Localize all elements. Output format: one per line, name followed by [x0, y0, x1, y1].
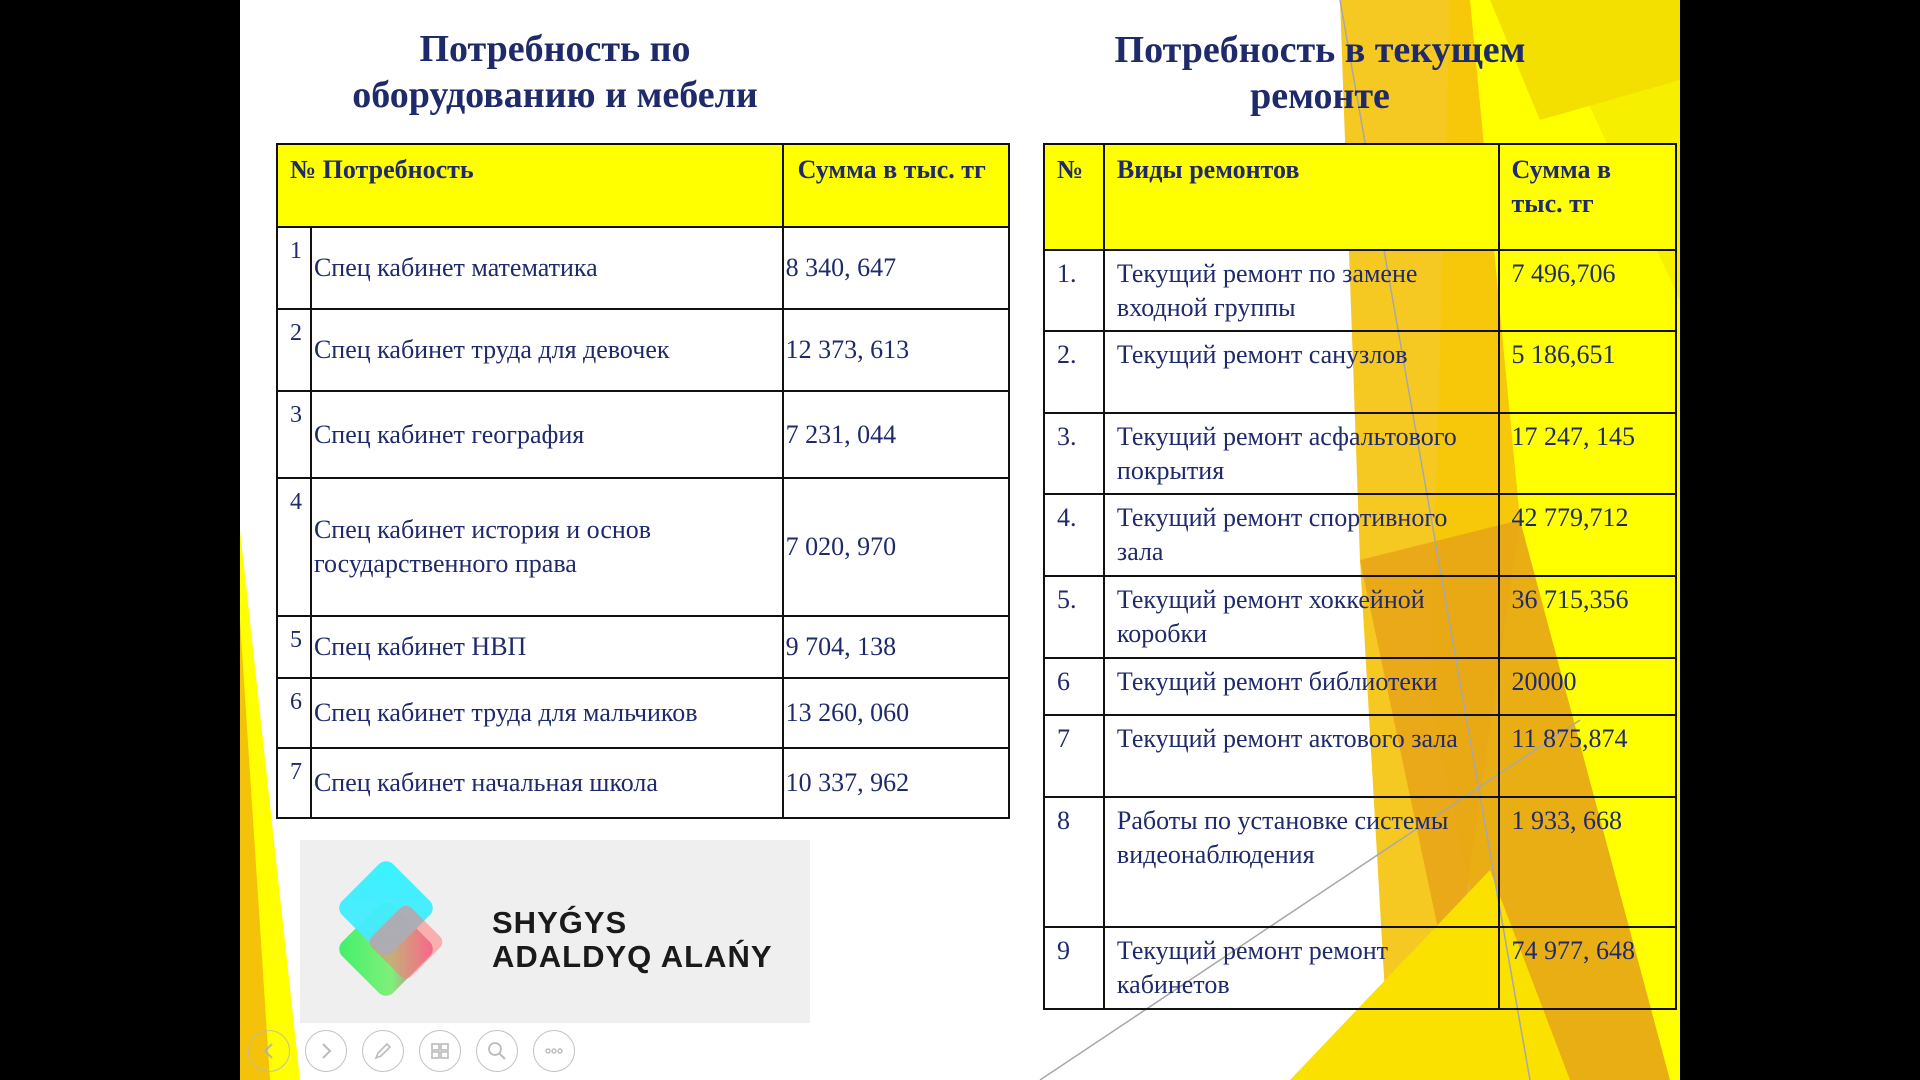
row-num: 8	[1044, 797, 1104, 927]
table-row	[277, 391, 1009, 478]
slides-grid-icon	[428, 1039, 452, 1063]
previous-slide-button[interactable]	[248, 1030, 290, 1072]
row-sum: 7 020, 970	[783, 478, 1009, 616]
header-sum: Сумма в тыс. тг	[783, 144, 1009, 227]
pen-icon	[371, 1039, 395, 1063]
header-num: №	[290, 155, 317, 184]
row-num: 5	[277, 616, 311, 678]
row-sum: 74 977, 648	[1499, 927, 1676, 1009]
row-need: Спец кабинет начальная школа	[311, 748, 783, 818]
equipment-needs-title-line1: Потребность по	[419, 28, 691, 70]
table-row	[1044, 413, 1676, 494]
header-type: Виды ремонтов	[1104, 144, 1499, 250]
header-need: Потребность	[322, 155, 474, 184]
logo-text	[492, 906, 773, 974]
row-sum: 5 186,651	[1499, 331, 1676, 413]
row-need: Спец кабинет история и основ государственного права	[311, 478, 783, 616]
row-num: 1	[277, 227, 311, 309]
row-num: 5.	[1044, 576, 1104, 658]
table-header-row	[1044, 144, 1676, 250]
row-num: 2.	[1044, 331, 1104, 413]
row-need: Спец кабинет труда для мальчиков	[311, 678, 783, 748]
row-num: 3	[277, 391, 311, 478]
more-options-button[interactable]	[533, 1030, 575, 1072]
header-sum: Сумма в тыс. тг	[1499, 144, 1676, 250]
row-type: Работы по установке системы видеонаблюдения	[1104, 797, 1499, 927]
logo-text-line1: SHYǴYS	[492, 905, 628, 940]
table-row	[1044, 927, 1676, 1009]
zoom-icon	[485, 1039, 509, 1063]
equipment-needs-title-line2: оборудованию и мебели	[352, 74, 758, 116]
row-sum: 20000	[1499, 658, 1676, 715]
row-need: Спец кабинет география	[311, 391, 783, 478]
row-num: 4	[277, 478, 311, 616]
repair-needs-table	[1043, 143, 1677, 1010]
presentation-slide	[240, 0, 1680, 1080]
next-icon	[314, 1039, 338, 1063]
previous-icon	[257, 1039, 281, 1063]
table-row	[277, 616, 1009, 678]
equipment-needs-title	[280, 26, 830, 118]
see-all-slides-button[interactable]	[419, 1030, 461, 1072]
table-row	[277, 227, 1009, 309]
row-num: 6	[277, 678, 311, 748]
logo-panel	[300, 840, 810, 1023]
more-icon	[542, 1039, 566, 1063]
table-row	[277, 678, 1009, 748]
table-row	[1044, 250, 1676, 331]
row-type: Текущий ремонт ремонт кабинетов	[1104, 927, 1499, 1009]
table-row	[277, 309, 1009, 391]
table-header-row	[277, 144, 1009, 227]
table-row	[1044, 658, 1676, 715]
table-row	[277, 748, 1009, 818]
row-need: Спец кабинет НВП	[311, 616, 783, 678]
header-num-need	[277, 144, 783, 227]
row-sum: 42 779,712	[1499, 494, 1676, 576]
row-type: Текущий ремонт санузлов	[1104, 331, 1499, 413]
table-row	[1044, 331, 1676, 413]
row-num: 4.	[1044, 494, 1104, 576]
table-row	[1044, 797, 1676, 927]
row-num: 7	[1044, 715, 1104, 797]
row-sum: 8 340, 647	[783, 227, 1009, 309]
row-type: Текущий ремонт библиотеки	[1104, 658, 1499, 715]
row-sum: 10 337, 962	[783, 748, 1009, 818]
slideshow-controls	[248, 1030, 575, 1072]
row-sum: 12 373, 613	[783, 309, 1009, 391]
row-type: Текущий ремонт актового зала	[1104, 715, 1499, 797]
row-sum: 7 231, 044	[783, 391, 1009, 478]
row-type: Текущий ремонт спортивного зала	[1104, 494, 1499, 576]
row-type: Текущий ремонт по замене входной группы	[1104, 250, 1499, 331]
row-sum: 11 875,874	[1499, 715, 1676, 797]
row-need: Спец кабинет математика	[311, 227, 783, 309]
row-sum: 7 496,706	[1499, 250, 1676, 331]
row-need: Спец кабинет труда для девочек	[311, 309, 783, 391]
table-row	[1044, 715, 1676, 797]
row-sum: 13 260, 060	[783, 678, 1009, 748]
row-type: Текущий ремонт хоккейной коробки	[1104, 576, 1499, 658]
repair-needs-title-line1: Потребность в текущем	[1114, 29, 1526, 71]
row-sum: 9 704, 138	[783, 616, 1009, 678]
row-sum: 1 933, 668	[1499, 797, 1676, 927]
row-num: 6	[1044, 658, 1104, 715]
row-num: 3.	[1044, 413, 1104, 494]
row-num: 9	[1044, 927, 1104, 1009]
table-row	[1044, 494, 1676, 576]
header-num: №	[1044, 144, 1104, 250]
row-num: 2	[277, 309, 311, 391]
row-sum: 17 247, 145	[1499, 413, 1676, 494]
row-num: 1.	[1044, 250, 1104, 331]
pen-tool-button[interactable]	[362, 1030, 404, 1072]
table-row	[277, 478, 1009, 616]
next-slide-button[interactable]	[305, 1030, 347, 1072]
zoom-button[interactable]	[476, 1030, 518, 1072]
row-type: Текущий ремонт асфальтового покрытия	[1104, 413, 1499, 494]
logo-text-line2: ADALDYQ ALAŃY	[492, 939, 773, 974]
logo-mark-icon	[320, 858, 475, 1008]
row-sum: 36 715,356	[1499, 576, 1676, 658]
row-num: 7	[277, 748, 311, 818]
repair-needs-title-line2: ремонте	[1250, 75, 1390, 117]
equipment-needs-table	[276, 143, 1010, 819]
table-row	[1044, 576, 1676, 658]
repair-needs-title	[1070, 27, 1570, 119]
